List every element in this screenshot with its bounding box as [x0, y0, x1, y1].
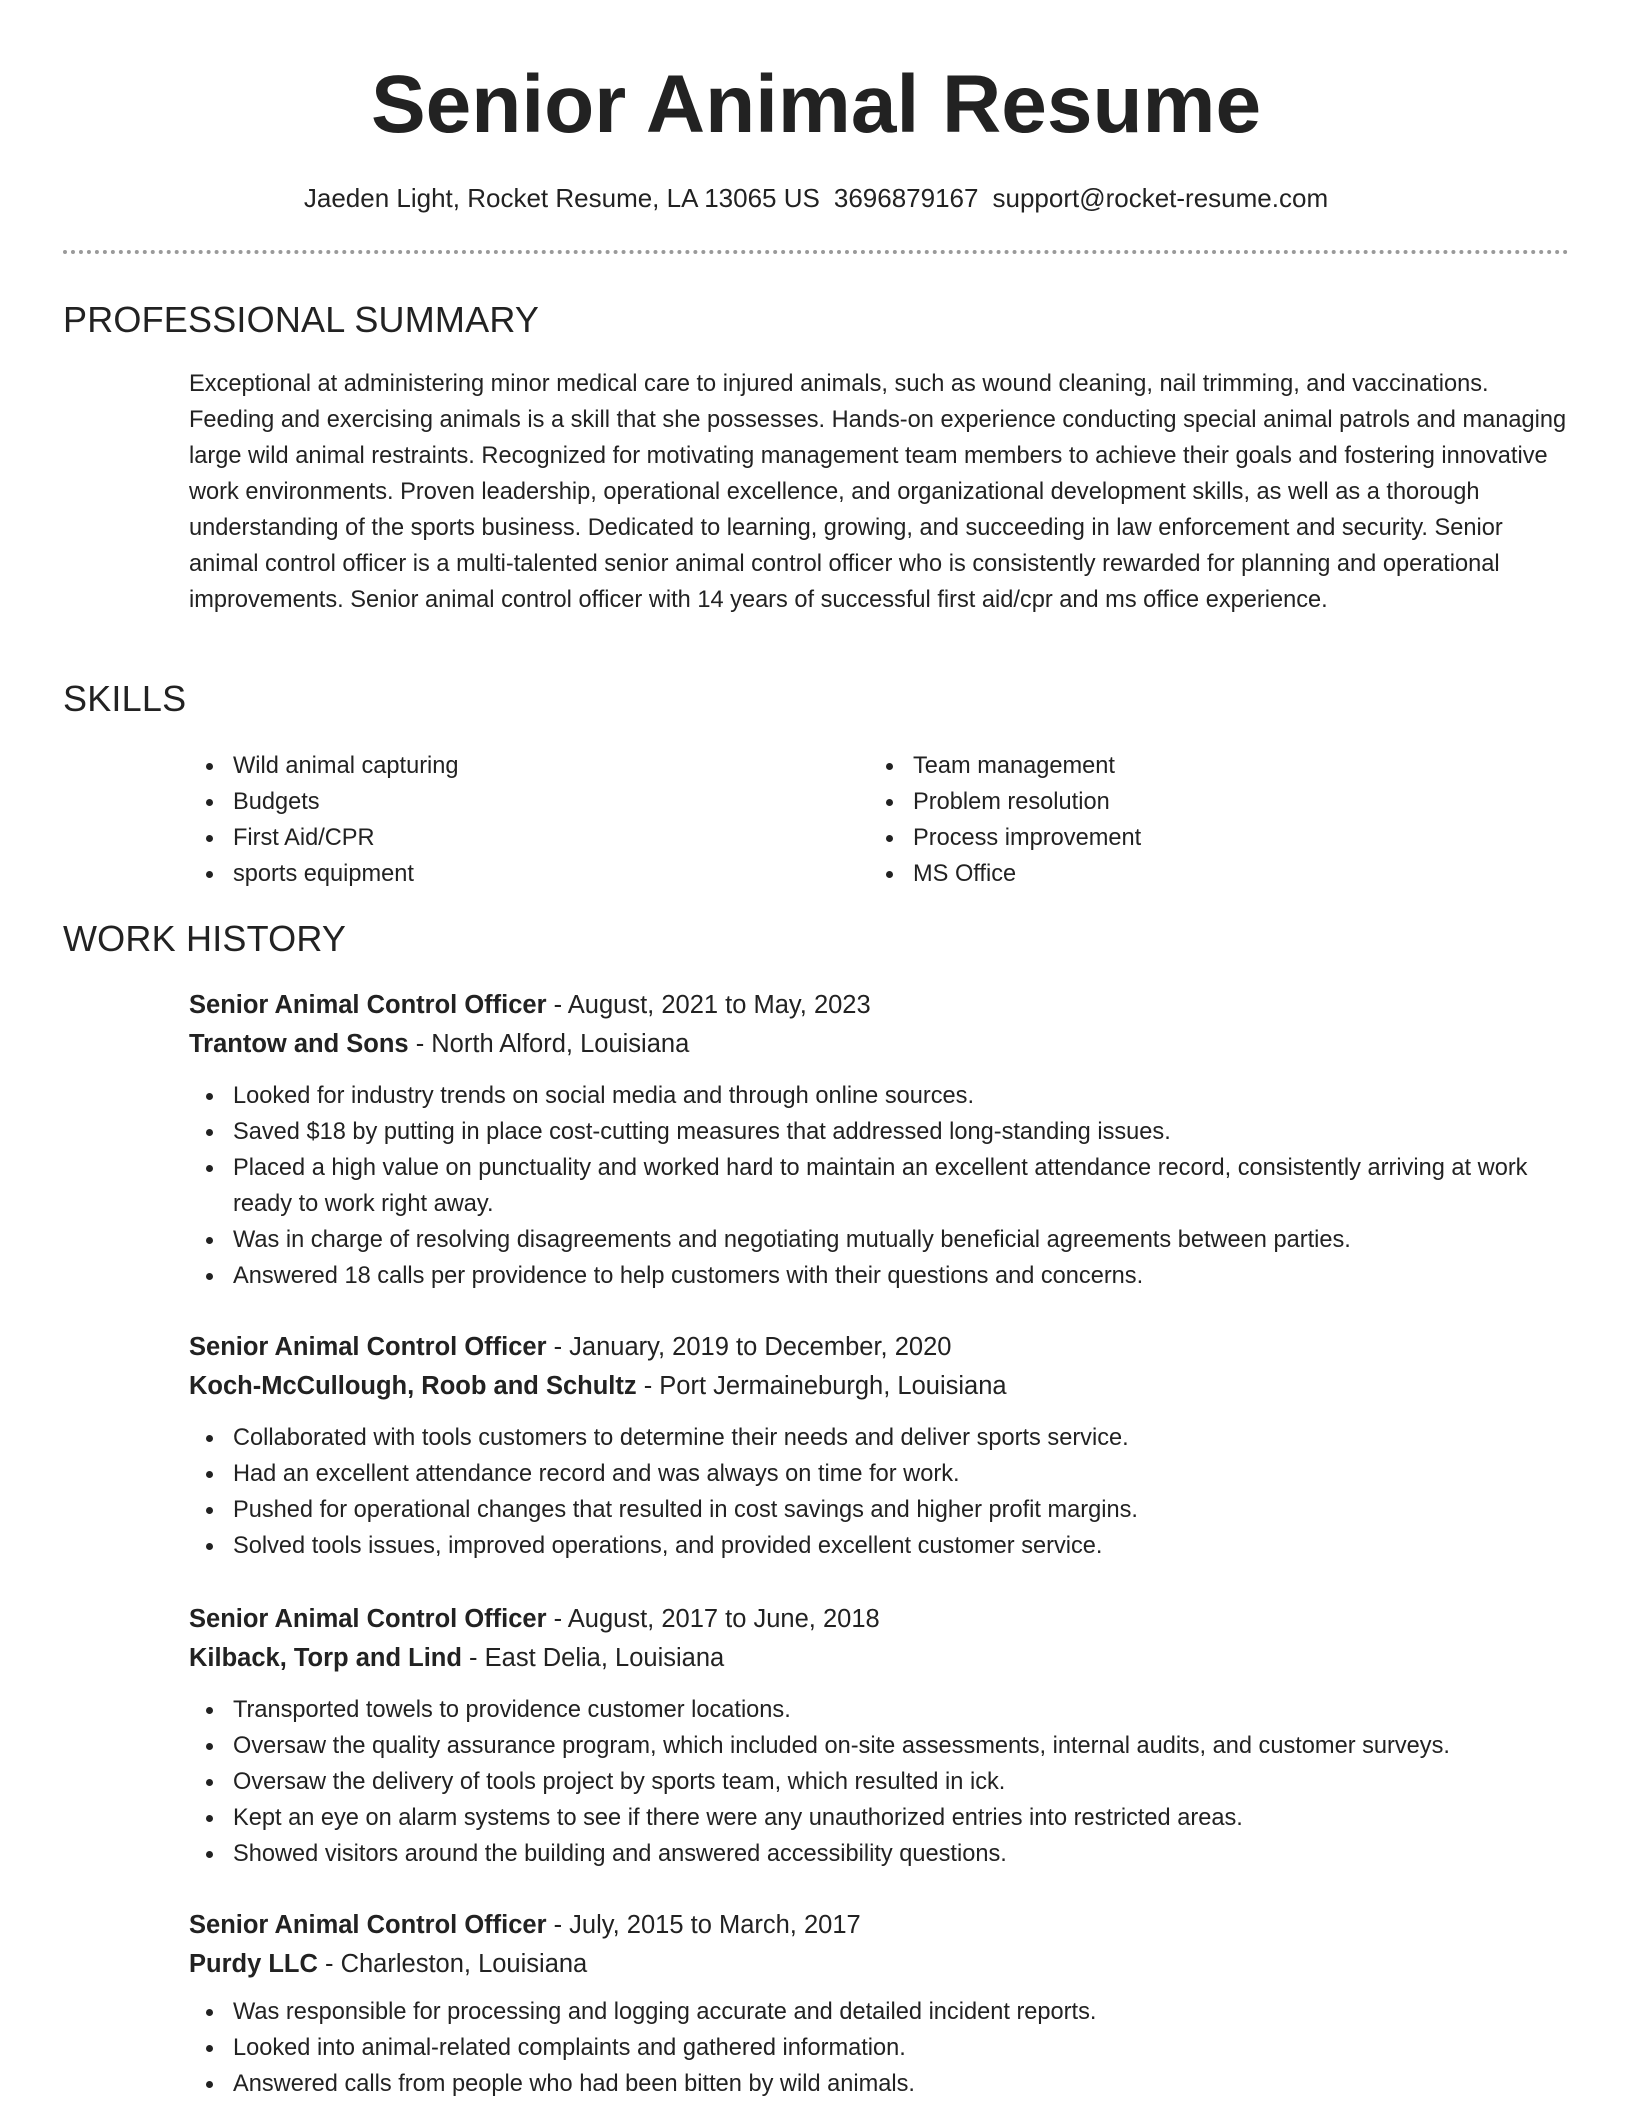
skill-item: MS Office	[869, 856, 1469, 892]
skills-heading: SKILLS	[63, 678, 187, 719]
skill-item: Problem resolution	[869, 784, 1469, 820]
duty-item: Placed a high value on punctuality and worked hard to maintain an excellent attendance record, consistently arriving at work ready to work right away.	[189, 1150, 1569, 1222]
skill-item: First Aid/CPR	[189, 820, 789, 856]
work-history-heading: WORK HISTORY	[63, 918, 347, 959]
skill-item: Wild animal capturing	[189, 748, 789, 784]
duty-item: Looked into animal-related complaints and gathered information.	[189, 2030, 1569, 2066]
duty-item: Pushed for operational changes that resulted in cost savings and higher profit margins.	[189, 1492, 1569, 1528]
job-company-line	[189, 1367, 1569, 1406]
contact-address: Jaeden Light, Rocket Resume, LA 13065 US	[303, 183, 820, 213]
duty-item: Kept an eye on alarm systems to see if there were any unauthorized entries into restricted areas.	[189, 1800, 1569, 1836]
job-title-line	[189, 1906, 1569, 1945]
job-entry	[189, 1328, 1569, 1564]
duty-item: Oversaw the delivery of tools project by sports team, which resulted in ick.	[189, 1764, 1569, 1800]
job-title: Senior Animal Control Officer	[189, 1333, 547, 1361]
header-divider	[63, 250, 1569, 254]
job-title: Senior Animal Control Officer	[189, 991, 547, 1019]
job-dates: - August, 2021 to May, 2023	[546, 991, 871, 1019]
skills-column-left	[189, 748, 789, 892]
job-company: Koch-McCullough, Roob and Schultz	[189, 1372, 637, 1400]
duty-item: Transported towels to providence customer locations.	[189, 1692, 1569, 1728]
job-duties	[189, 1078, 1569, 1294]
job-title-line	[189, 1328, 1569, 1367]
job-location: - Charleston, Louisiana	[317, 1950, 588, 1978]
job-dates: - August, 2017 to June, 2018	[546, 1605, 880, 1633]
job-location: - Port Jermaineburgh, Louisiana	[636, 1372, 1007, 1400]
contact-line	[0, 180, 1632, 216]
job-dates: - January, 2019 to December, 2020	[546, 1333, 952, 1361]
job-title: Senior Animal Control Officer	[189, 1911, 547, 1939]
job-entry	[189, 1600, 1569, 1872]
duty-item: Had an excellent attendance record and was always on time for work.	[189, 1456, 1569, 1492]
duty-item: Showed visitors around the building and answered accessibility questions.	[189, 1836, 1569, 1872]
contact-phone: 3696879167	[833, 183, 979, 213]
job-location: - East Delia, Louisiana	[461, 1644, 725, 1672]
skill-item: Budgets	[189, 784, 789, 820]
duty-item: Looked for industry trends on social media and through online sources.	[189, 1078, 1569, 1114]
job-company-line	[189, 1945, 1569, 1984]
job-company-line	[189, 1639, 1569, 1678]
skill-item: Process improvement	[869, 820, 1469, 856]
job-duties	[189, 1692, 1569, 1872]
skill-item: Team management	[869, 748, 1469, 784]
duty-item: Collaborated with tools customers to determine their needs and deliver sports service.	[189, 1420, 1569, 1456]
job-entry	[189, 1906, 1569, 2102]
summary-heading: PROFESSIONAL SUMMARY	[63, 299, 540, 340]
duty-item: Was responsible for processing and logging accurate and detailed incident reports.	[189, 1994, 1569, 2030]
job-title-line	[189, 1600, 1569, 1639]
skills-list-right	[869, 748, 1469, 892]
job-title: Senior Animal Control Officer	[189, 1605, 547, 1633]
duty-item: Answered calls from people who had been bitten by wild animals.	[189, 2066, 1569, 2102]
duty-item: Oversaw the quality assurance program, which included on-site assessments, internal audits, and customer surveys.	[189, 1728, 1569, 1764]
job-company: Purdy LLC	[189, 1950, 318, 1978]
skills-list-left	[189, 748, 789, 892]
skill-item: sports equipment	[189, 856, 789, 892]
job-duties	[189, 1994, 1569, 2102]
contact-email: support@rocket-resume.com	[992, 183, 1329, 213]
skills-column-right	[869, 748, 1469, 892]
job-title-line	[189, 986, 1569, 1025]
summary-text: Exceptional at administering minor medical care to injured animals, such as wound cleaning, nail trimming, and vaccinations. Feeding and exercising animals is a skill that she possesses. Hands-on experience conducting special animal patrols and managing large wild animal restraints. Recognized for motivating management team members to achieve their goals and fostering innovative work environments. Proven leadership, operational excellence, and organizational development skills, as well as a thorough understanding of the sports business. Dedicated to learning, growing, and succeeding in law enforcement and security. Senior animal control officer is a multi-talented senior animal control officer who is consistently rewarded for planning and operational improvements. Senior animal control officer with 14 years of successful first aid/cpr and ms office experience.	[189, 371, 1567, 613]
duty-item: Saved $18 by putting in place cost-cutting measures that addressed long-standing issues.	[189, 1114, 1569, 1150]
job-company: Trantow and Sons	[189, 1030, 409, 1058]
job-dates: - July, 2015 to March, 2017	[546, 1911, 861, 1939]
duty-item: Answered 18 calls per providence to help customers with their questions and concerns.	[189, 1258, 1569, 1294]
job-duties	[189, 1420, 1569, 1564]
job-company: Kilback, Torp and Lind	[189, 1644, 462, 1672]
job-company-line	[189, 1025, 1569, 1064]
resume-title: Senior Animal Resume	[370, 59, 1262, 150]
duty-item: Solved tools issues, improved operations, and provided excellent customer service.	[189, 1528, 1569, 1564]
job-entry	[189, 986, 1569, 1294]
duty-item: Was in charge of resolving disagreements and negotiating mutually beneficial agreements between parties.	[189, 1222, 1569, 1258]
job-location: - North Alford, Louisiana	[408, 1030, 690, 1058]
